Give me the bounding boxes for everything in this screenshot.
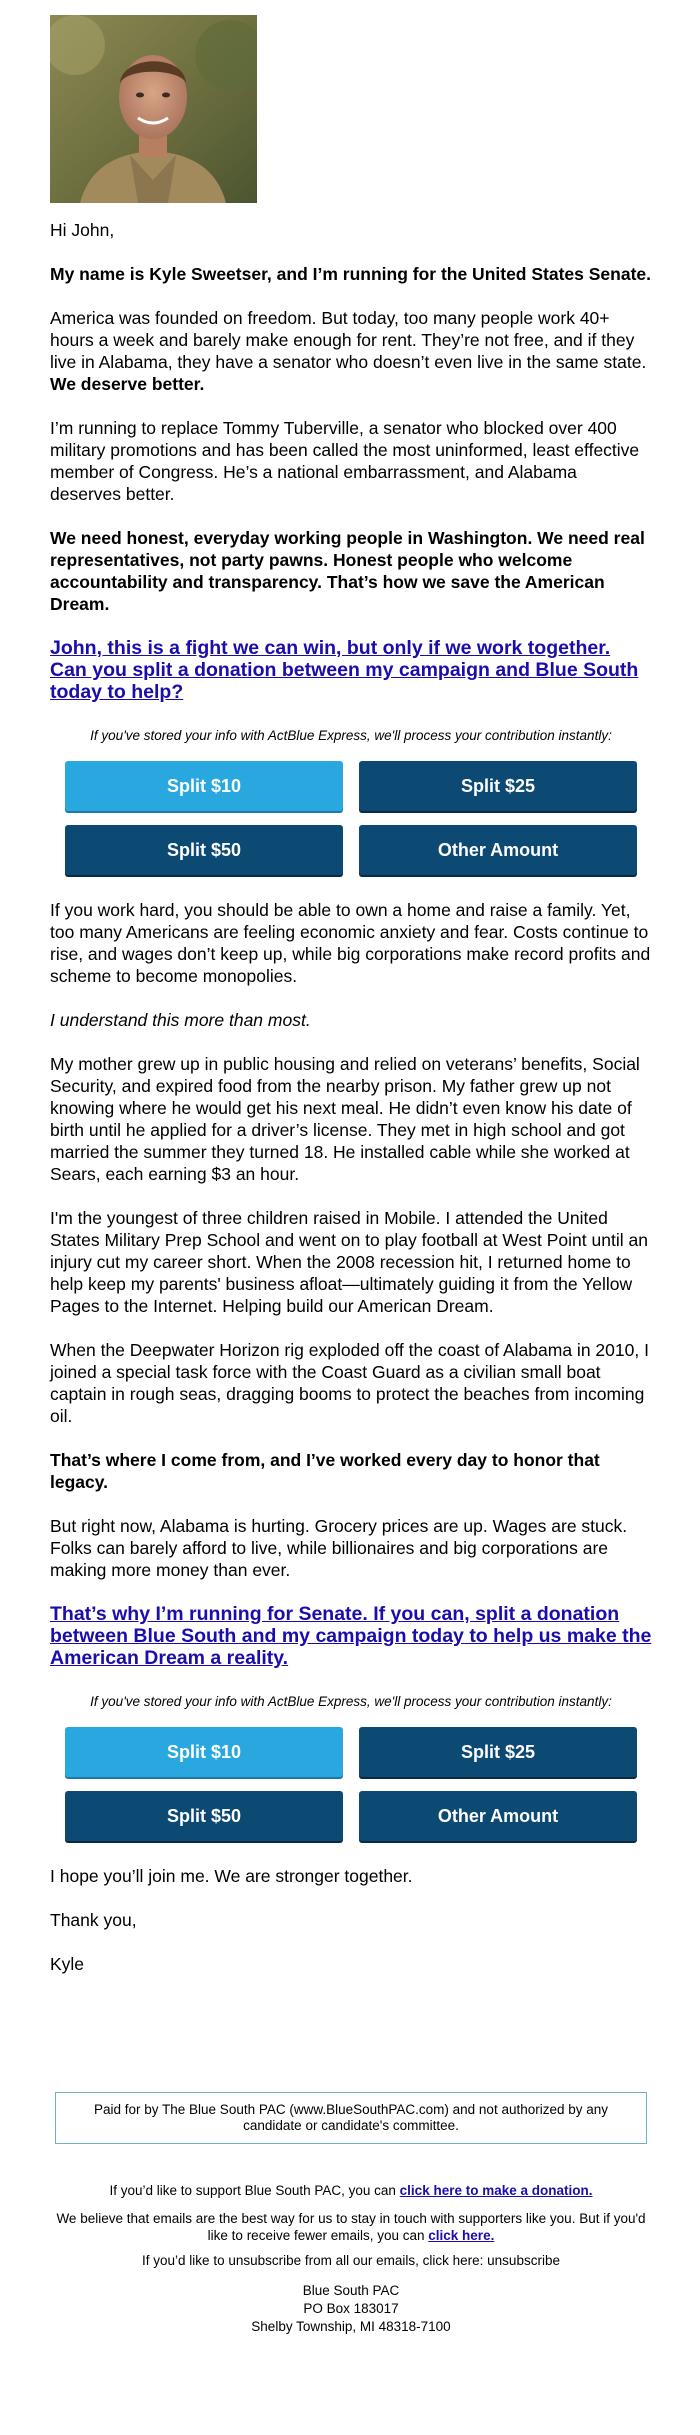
paragraph-mother: My mother grew up in public housing and relied on veterans’ benefits, Social Security, and expired food from the nearby prison. My father grew up not knowing where he would get his next meal. He didn’t even know his date of birth until he applied for a driver’s license. They met in high school and got married the summer they turned 18. He installed cable while she worked at Sears, each earning $3 an hour. — [50, 1054, 640, 1184]
intro-paragraph: My name is Kyle Sweetser, and I’m running for the United States Senate. — [50, 264, 651, 284]
donation-ask-1 — [50, 637, 652, 703]
paragraph-legacy: That’s where I come from, and I’ve worked every day to honor that legacy. — [50, 1450, 600, 1492]
paid-for-disclaimer: Paid for by The Blue South PAC (www.BlueSouthPAC.com) and not authorized by any candidate or candidate's committee. — [55, 2092, 647, 2144]
footer-po-box: PO Box 183017 — [303, 2301, 399, 2316]
split-25-button[interactable]: Split $25 — [359, 761, 637, 811]
actblue-note-1: If you've stored your info with ActBlue Express, we'll process your contribution instantly: — [90, 728, 612, 743]
paragraph-deepwater: When the Deepwater Horizon rig exploded off the coast of Alabama in 2010, I joined a special task force with the Coast Guard as a civilian small boat captain in rough seas, dragging booms to protect the beaches from incoming oil. — [50, 1340, 649, 1426]
paragraph-honest-people: We need honest, everyday working people in Washington. We need real representatives, not party pawns. Honest people who welcome accountability and transparency. That’s how we save the American Dream. — [50, 528, 645, 614]
paragraph-work-hard: If you work hard, you should be able to own a home and raise a family. Yet, too many Americans are feeling economic anxiety and fear. Costs continue to rise, and wages don’t keep up, while big corporations make record profits and scheme to become monopolies. — [50, 900, 651, 986]
email-body — [50, 15, 652, 1997]
closing-thanks: Thank you, — [50, 1910, 137, 1930]
paragraph-mobile: I'm the youngest of three children raised in Mobile. I attended the United States Military Prep School and went on to play football at West Point until an injury cut my career short. When the 2008 recession hit, I returned home to help keep my parents' business afloat—ultimately guiding it from the Yellow Pages to the Internet. Helping build our American Dream. — [50, 1208, 648, 1316]
actblue-note-2: If you've stored your info with ActBlue Express, we'll process your contribution instantly: — [90, 1694, 612, 1709]
paragraph-hurting: But right now, Alabama is hurting. Grocery prices are up. Wages are stuck. Folks can barely afford to live, while billionaires and big corporations are making more money than ever. — [50, 1516, 628, 1580]
footer-city: Shelby Township, MI 48318-7100 — [251, 2319, 451, 2334]
donation-buttons-2 — [65, 1727, 637, 1841]
closing-join: I hope you’ll join me. We are stronger together. — [50, 1866, 413, 1886]
footer-donation-link[interactable]: click here to make a donation. — [399, 2183, 593, 2198]
footer-org-name: Blue South PAC — [302, 2283, 400, 2298]
split-50-button[interactable]: Split $50 — [65, 825, 343, 875]
greeting: Hi John, — [50, 220, 115, 240]
other-amount-button[interactable]: Other Amount — [359, 1791, 637, 1841]
split-50-button[interactable]: Split $50 — [65, 1791, 343, 1841]
paragraph-freedom — [50, 307, 652, 395]
other-amount-button[interactable]: Other Amount — [359, 825, 637, 875]
footer-unsubscribe[interactable]: If you’d like to unsubscribe from all our emails, click here: unsubscribe — [142, 2253, 560, 2268]
paragraph-tuberville: I’m running to replace Tommy Tuberville, a senator who blocked over 400 military promotions and has been called the most uninformed, least effective member of Congress. He’s a national embarrassment, and Alabama deserves better. — [50, 418, 640, 504]
split-10-button[interactable]: Split $10 — [65, 1727, 343, 1777]
donation-ask-2 — [50, 1603, 652, 1669]
footer-fewer-text: We believe that emails are the best way for us to stay in touch with supporters like you. But if you'd like to receive fewer emails, you can — [56, 2211, 646, 2243]
donation-ask-link-1[interactable]: John, this is a fight we can win, but only if we work together. Can you split a donation between my campaign and Blue South today to help? — [50, 637, 639, 703]
footer-support-text: If you’d like to support Blue South PAC, you can — [109, 2183, 400, 2198]
paragraph-freedom-bold: We deserve better. — [50, 374, 205, 394]
candidate-photo — [50, 15, 257, 203]
paragraph-freedom-text: America was founded on freedom. But today, too many people work 40+ hours a week and barely make enough for rent. They’re not free, and if they live in Alabama, they have a senator who doesn’t even live in the same state. — [50, 308, 647, 372]
donation-buttons-1 — [65, 761, 637, 875]
split-10-button[interactable]: Split $10 — [65, 761, 343, 811]
paragraph-understand: I understand this more than most. — [50, 1010, 311, 1030]
split-25-button[interactable]: Split $25 — [359, 1727, 637, 1777]
footer-fewer-emails — [50, 2210, 652, 2244]
footer-support — [50, 2182, 652, 2199]
footer-fewer-emails-link[interactable]: click here. — [428, 2228, 495, 2243]
donation-ask-link-2[interactable]: That’s why I’m running for Senate. If you can, split a donation between Blue South and my campaign today to help us make the American Dream a reality. — [50, 1603, 652, 1669]
signature: Kyle — [50, 1954, 85, 1974]
